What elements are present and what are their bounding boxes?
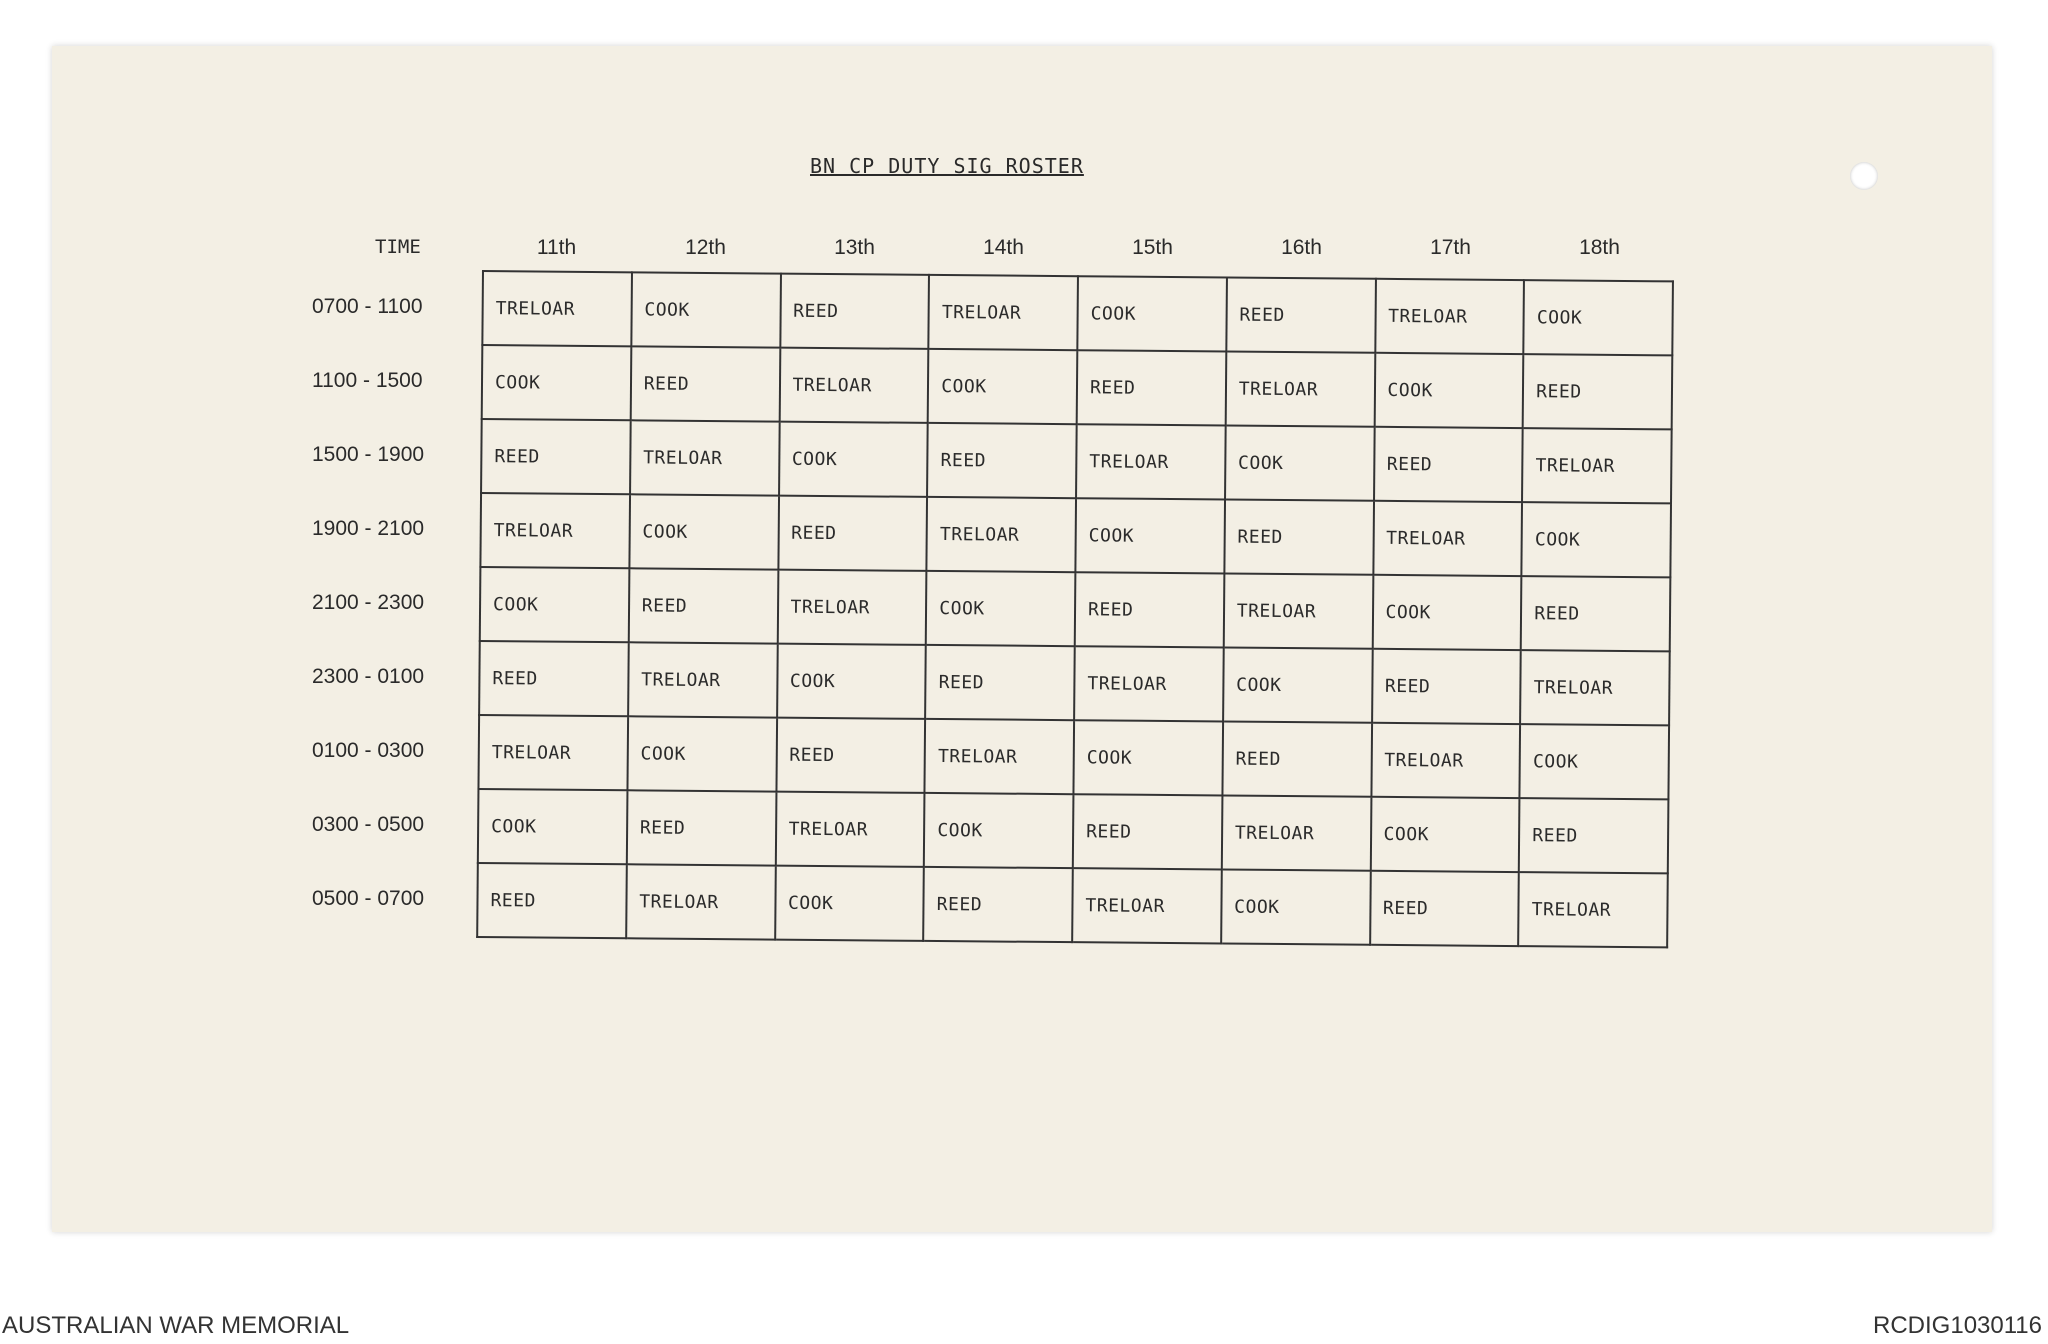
roster-cell: COOK	[1077, 276, 1226, 351]
roster-cell: COOK	[1223, 647, 1372, 722]
roster-cell: COOK	[1520, 724, 1669, 799]
roster-cell: TRELOAR	[1072, 868, 1221, 943]
day-header: 13th	[834, 236, 875, 259]
time-slot-label: 0500 - 0700	[312, 887, 425, 910]
table-row	[479, 641, 1670, 725]
day-header: 11th	[536, 236, 577, 259]
roster-cell: COOK	[1524, 280, 1673, 355]
roster-cell: COOK	[629, 494, 778, 569]
day-header: 12th	[685, 236, 726, 259]
roster-cell: TRELOAR	[1371, 723, 1520, 798]
roster-cell: COOK	[1221, 869, 1370, 944]
roster-cell: COOK	[775, 866, 924, 941]
roster-cell: TRELOAR	[482, 271, 631, 346]
roster-cell: TRELOAR	[1222, 795, 1371, 870]
roster-cell: COOK	[1225, 425, 1374, 500]
day-header: 15th	[1132, 236, 1173, 259]
roster-title: BN CP DUTY SIG ROSTER	[810, 154, 1084, 178]
day-header: 14th	[983, 236, 1024, 259]
footer-source-label: AUSTRALIAN WAR MEMORIAL	[2, 1312, 350, 1339]
time-slot-label: 2300 - 0100	[312, 665, 425, 688]
roster-cell: REED	[629, 568, 778, 643]
roster-cell: COOK	[478, 789, 627, 864]
roster-cell: REED	[1521, 576, 1670, 651]
table-row	[478, 715, 1669, 799]
day-header: 18th	[1579, 236, 1620, 259]
roster-cell: TRELOAR	[1520, 650, 1669, 725]
time-slot-label: 1100 - 1500	[312, 369, 423, 392]
roster-cell: REED	[1374, 427, 1523, 502]
day-header: 17th	[1430, 236, 1471, 259]
roster-cell: TRELOAR	[1076, 424, 1225, 499]
roster-cell: REED	[1077, 350, 1226, 425]
roster-cell: COOK	[924, 793, 1073, 868]
day-header-row	[482, 236, 1674, 260]
time-slot-label: 0100 - 0300	[312, 739, 425, 762]
roster-cell: REED	[630, 346, 779, 421]
roster-cell: TRELOAR	[1518, 872, 1667, 947]
table-row	[480, 567, 1671, 651]
roster-cell: REED	[1226, 277, 1375, 352]
time-slot-label: 1900 - 2100	[312, 517, 425, 540]
roster-cell: REED	[780, 274, 929, 349]
roster-cell: COOK	[1372, 575, 1521, 650]
table-row	[480, 493, 1671, 577]
roster-cell: TRELOAR	[775, 792, 924, 867]
punch-hole	[1850, 162, 1878, 190]
roster-cell: TRELOAR	[630, 420, 779, 495]
roster-cell: COOK	[1370, 797, 1519, 872]
roster-cell: REED	[1519, 798, 1668, 873]
roster-cell: REED	[1224, 499, 1373, 574]
roster-cell: REED	[1075, 572, 1224, 647]
roster-cell: TRELOAR	[1074, 646, 1223, 721]
roster-cell: REED	[1523, 354, 1672, 429]
time-column-header: TIME	[375, 236, 421, 258]
roster-cell: TRELOAR	[925, 719, 1074, 794]
roster-cell: TRELOAR	[1223, 573, 1372, 648]
roster-cell: COOK	[1073, 720, 1222, 795]
roster-cell: TRELOAR	[628, 642, 777, 717]
time-slot-label: 0300 - 0500	[312, 813, 425, 836]
roster-cell: TRELOAR	[626, 864, 775, 939]
roster-cell: COOK	[926, 571, 1075, 646]
roster-cell: REED	[778, 496, 927, 571]
roster-cell: COOK	[627, 716, 776, 791]
roster-cell: REED	[1073, 794, 1222, 869]
table-row	[482, 271, 1673, 355]
roster-cell: COOK	[1522, 502, 1671, 577]
roster-cell: REED	[1372, 649, 1521, 724]
roster-cell: COOK	[1075, 498, 1224, 573]
roster-cell: REED	[479, 641, 628, 716]
time-slot-label: 2100 - 2300	[312, 591, 425, 614]
roster-cell: REED	[481, 419, 630, 494]
roster-cell: TRELOAR	[1375, 279, 1524, 354]
roster-cell: TRELOAR	[1225, 351, 1374, 426]
roster-cell: TRELOAR	[1522, 428, 1671, 503]
roster-table-body	[477, 271, 1673, 947]
roster-cell: TRELOAR	[777, 570, 926, 645]
roster-cell: REED	[923, 867, 1072, 942]
time-label-column	[312, 270, 472, 936]
roster-cell: COOK	[480, 567, 629, 642]
roster-cell: COOK	[777, 644, 926, 719]
roster-cell: TRELOAR	[779, 348, 928, 423]
day-header: 16th	[1281, 236, 1322, 259]
roster-cell: REED	[1370, 871, 1519, 946]
roster-cell: COOK	[928, 349, 1077, 424]
table-row	[477, 863, 1668, 947]
roster-table	[476, 270, 1674, 948]
roster-cell: TRELOAR	[1373, 501, 1522, 576]
roster-cell: REED	[927, 423, 1076, 498]
roster-cell: COOK	[779, 422, 928, 497]
roster-cell: REED	[776, 718, 925, 793]
roster-cell: REED	[925, 645, 1074, 720]
table-row	[482, 345, 1673, 429]
roster-cell: TRELOAR	[480, 493, 629, 568]
footer-item-id: RCDIG1030116	[1873, 1312, 2042, 1339]
roster-cell: COOK	[1374, 353, 1523, 428]
roster-cell: REED	[1222, 721, 1371, 796]
roster-cell: COOK	[631, 272, 780, 347]
roster-cell: REED	[627, 790, 776, 865]
roster-cell: REED	[477, 863, 626, 938]
roster-cell: TRELOAR	[478, 715, 627, 790]
roster-cell: TRELOAR	[927, 497, 1076, 572]
roster-cell: COOK	[482, 345, 631, 420]
table-row	[478, 789, 1669, 873]
time-slot-label: 1500 - 1900	[312, 443, 425, 466]
roster-cell: TRELOAR	[929, 275, 1078, 350]
time-slot-label: 0700 - 1100	[312, 295, 423, 318]
table-row	[481, 419, 1672, 503]
